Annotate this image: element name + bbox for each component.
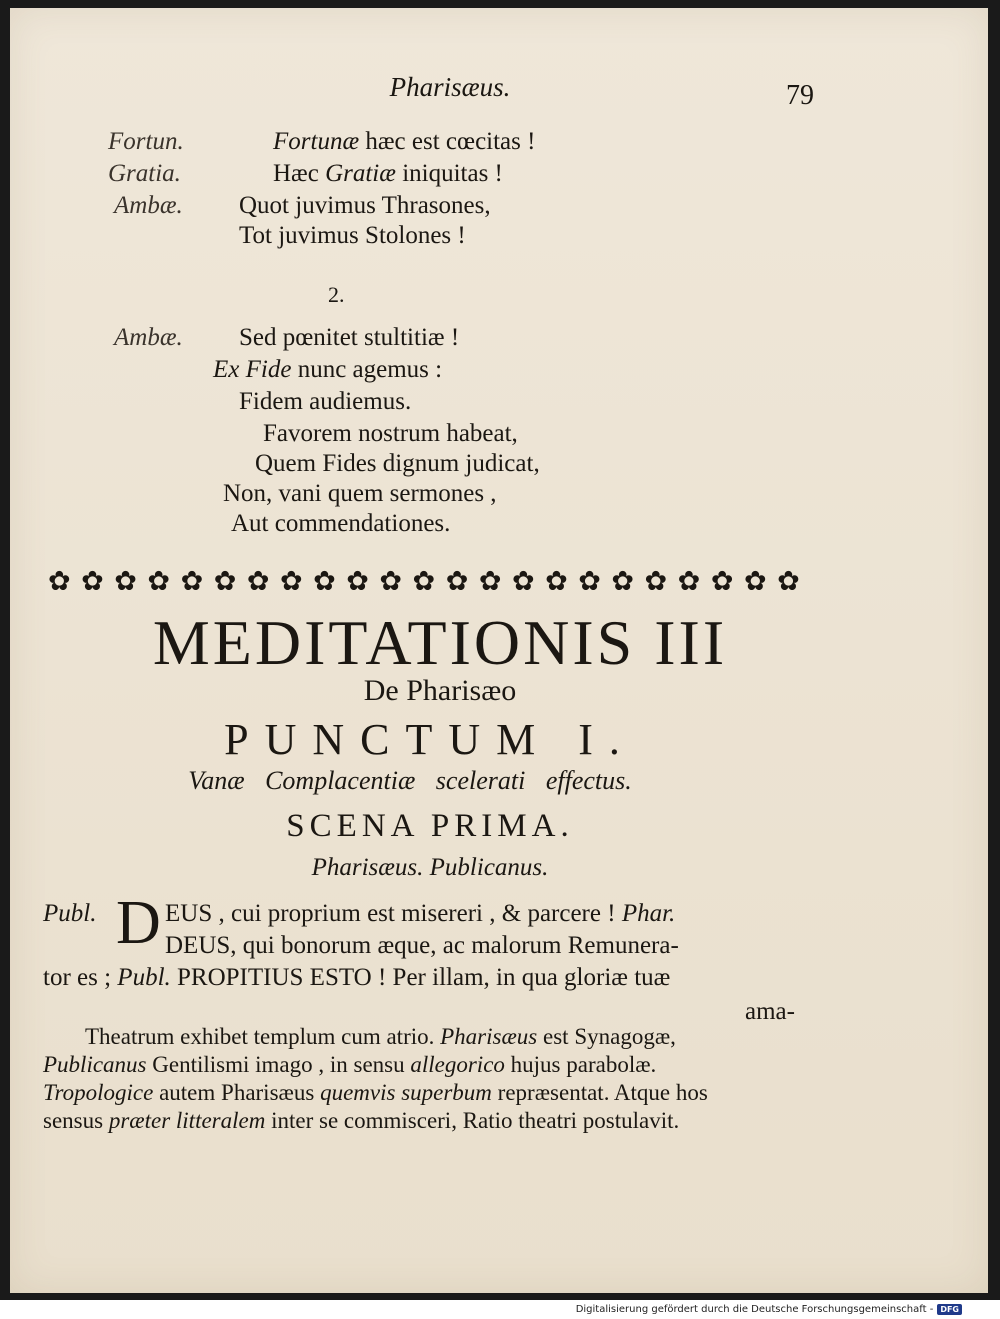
italic-word: Fortunæ xyxy=(273,128,360,155)
italic-word: allegorico xyxy=(410,1052,505,1077)
speaker-label: Publ. xyxy=(117,964,171,991)
ornament-flower-icon: ✿ xyxy=(279,565,303,596)
italic-word: Ex Fide xyxy=(213,356,292,383)
speaker-label: Gratia. xyxy=(108,160,181,187)
verse-number: 2. xyxy=(328,282,345,307)
verse2-line-2-text xyxy=(213,356,442,384)
verse1-line-1 xyxy=(108,128,184,156)
section-subtitle: De Pharisæo xyxy=(363,674,517,707)
verse1-line-2 xyxy=(108,160,181,188)
body-line-3 xyxy=(43,964,670,992)
funding-footer xyxy=(576,1304,962,1315)
ornament-flower-icon: ✿ xyxy=(743,565,767,596)
body-text: PROPITIUS ESTO ! Per illam, in qua gloriæ tuæ xyxy=(177,964,671,991)
italic-word: præter litteralem xyxy=(108,1108,266,1133)
ornament-band xyxy=(48,563,800,599)
ornament-flower-icon: ✿ xyxy=(246,565,270,596)
body-text: tor es ; xyxy=(43,964,112,991)
speaker-label: Fortun. xyxy=(108,128,184,155)
verse2-line-1-text: Sed pœnitet stultitiæ ! xyxy=(239,324,460,351)
note-line-3 xyxy=(43,1080,708,1106)
effectus-heading: Vanæ Complacentiæ scelerati effectus. xyxy=(188,766,632,795)
ornament-flower-icon: ✿ xyxy=(777,565,800,596)
ornament-flower-icon: ✿ xyxy=(48,565,71,596)
verse2-line-4-text: Favorem nostrum habeat, xyxy=(263,420,518,447)
ornament-flower-icon: ✿ xyxy=(545,565,568,596)
ornament-flower-icon: ✿ xyxy=(611,565,635,596)
verse1-line-3-text: Quot juvimus Thrasones, xyxy=(239,192,491,219)
ornament-flower-icon: ✿ xyxy=(412,565,436,596)
ornament-flower-icon: ✿ xyxy=(313,565,336,596)
note-text: Gentilismi imago , in sensu xyxy=(152,1052,405,1077)
italic-word: quemvis superbum xyxy=(320,1080,492,1105)
verse-text: iniquitas ! xyxy=(395,160,503,187)
verse1-line-4-text: Tot juvimus Stolones ! xyxy=(239,222,466,249)
italic-word: Publicanus xyxy=(43,1052,147,1077)
ornament-flower-icon: ✿ xyxy=(379,565,403,596)
verse2-line-7-text: Aut commendationes. xyxy=(231,510,451,537)
note-text: inter se commisceri, Ratio theatri postulavit. xyxy=(271,1108,680,1133)
section-title: MEDITATIONIS III xyxy=(152,607,728,678)
verse-text: hæc est cœcitas ! xyxy=(359,128,536,155)
ornament-flower-icon: ✿ xyxy=(180,565,204,596)
body-line-2: DEUS, qui bonorum æque, ac malorum Remunera- xyxy=(165,932,679,959)
note-text: est Synagogæ, xyxy=(543,1024,676,1049)
verse2-line-6-text: Non, vani quem sermones , xyxy=(223,480,497,507)
dfg-logo: DFG xyxy=(937,1304,962,1315)
note-text: hujus parabolæ. xyxy=(510,1052,657,1077)
ornament-flower-icon: ✿ xyxy=(114,565,137,596)
footer-text: Digitalisierung gefördert durch die Deutsche Forschungsgemeinschaft - xyxy=(575,1304,934,1315)
body-line-1 xyxy=(165,900,675,928)
speaker-label: Ambæ. xyxy=(114,192,183,219)
punctum-heading: PUNCTUM I. xyxy=(224,715,636,764)
scene-heading: SCENA PRIMA. xyxy=(286,808,574,844)
drop-cap: D xyxy=(116,889,161,957)
note-text: repræsentat. Atque hos xyxy=(497,1080,708,1105)
note-text: Theatrum exhibet templum cum atrio. xyxy=(85,1024,435,1049)
ornament-flower-icon: ✿ xyxy=(346,565,369,596)
ornament-flower-icon: ✿ xyxy=(445,565,469,596)
ornament-flower-icon: ✿ xyxy=(710,565,734,596)
speaker-label: Ambæ. xyxy=(114,324,183,351)
page-number: 79 xyxy=(786,80,814,111)
running-head: Pharisæus. xyxy=(389,72,511,102)
note-text: autem Pharisæus xyxy=(159,1080,315,1105)
ornament-flower-icon: ✿ xyxy=(147,565,171,596)
book-page xyxy=(10,8,988,1293)
verse1-line-3 xyxy=(114,192,183,220)
ornament-flower-icon: ✿ xyxy=(578,565,601,596)
ornament-flower-icon: ✿ xyxy=(81,565,104,596)
ornament-flower-icon: ✿ xyxy=(677,565,701,596)
note-line-4 xyxy=(43,1108,679,1134)
ornament-flower-icon: ✿ xyxy=(511,565,535,596)
verse-text: Hæc xyxy=(273,160,326,187)
verse-text: nunc agemus : xyxy=(291,356,443,383)
speaker-label: Publ. xyxy=(43,900,97,927)
ornament-flower-icon: ✿ xyxy=(213,565,237,596)
italic-word: Gratiæ xyxy=(325,160,396,187)
note-text: sensus xyxy=(43,1108,104,1133)
ornament-flower-icon: ✿ xyxy=(644,565,668,596)
ornament-flower-icon: ✿ xyxy=(478,565,502,596)
verse2-line-5-text: Quem Fides dignum judicat, xyxy=(255,450,540,477)
note-line-1 xyxy=(85,1024,676,1050)
verse2-line-3-text: Fidem audiemus. xyxy=(239,388,412,415)
italic-word: Tropologice xyxy=(43,1080,154,1105)
speaker-label: Phar. xyxy=(621,900,676,927)
catchword: ama- xyxy=(745,998,795,1025)
italic-word: Pharisæus xyxy=(440,1024,538,1049)
verse2-line-1 xyxy=(114,324,183,352)
body-text: EUS , cui proprium est misereri , & parcere ! xyxy=(165,900,616,927)
dramatis-personae: Pharisæus. Publicanus. xyxy=(311,854,549,881)
verse1-line-1-text xyxy=(273,128,535,156)
verse1-line-2-text xyxy=(273,160,503,188)
note-line-2 xyxy=(43,1052,656,1078)
speaker-publ xyxy=(43,900,96,928)
